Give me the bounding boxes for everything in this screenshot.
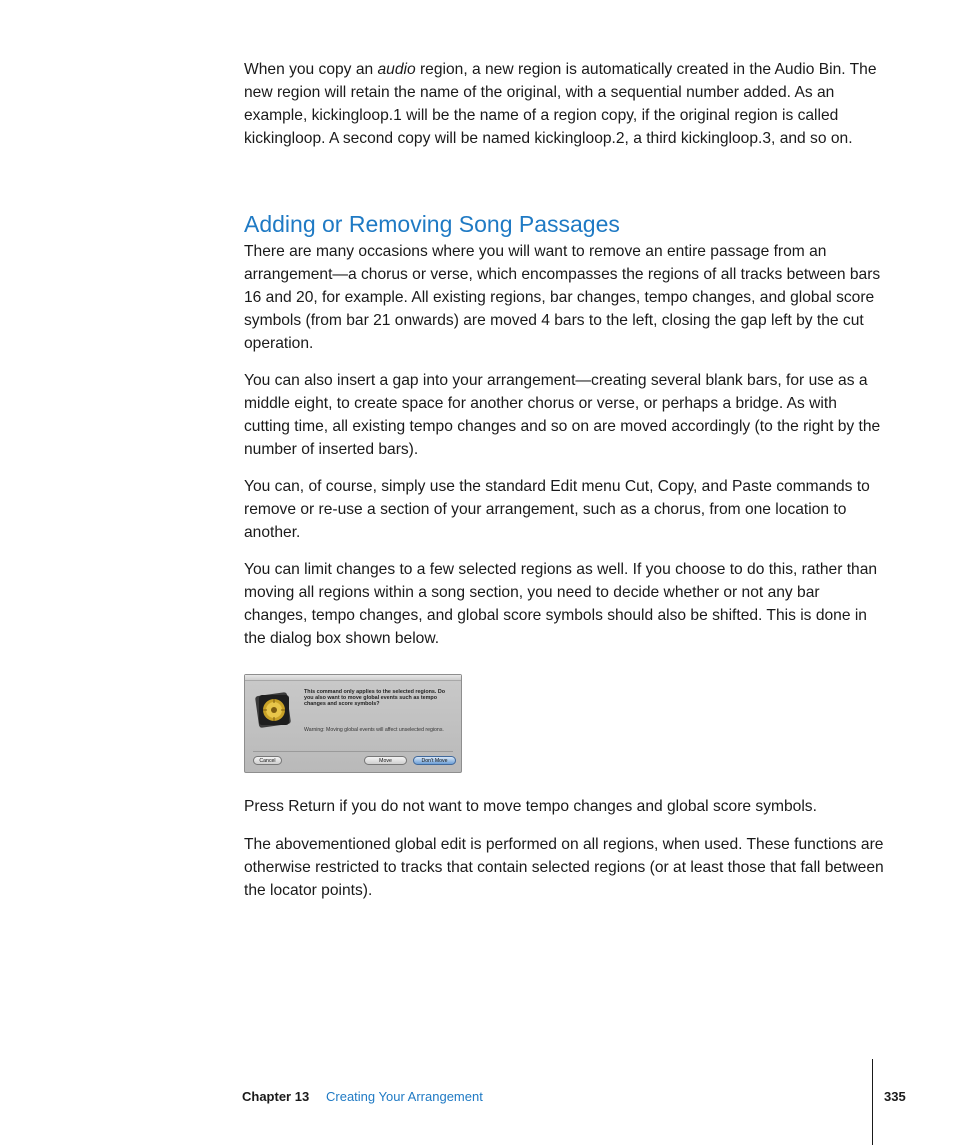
dialog-figure xyxy=(244,674,462,773)
paragraph-1 xyxy=(244,240,884,355)
paragraph-3 xyxy=(244,475,884,544)
paragraph-4 xyxy=(244,558,884,650)
intro-text-emphasis: audio xyxy=(377,61,416,78)
dialog-separator xyxy=(253,751,453,752)
footer-chapter-title[interactable]: Creating Your Arrangement xyxy=(326,1089,483,1104)
cancel-button[interactable]: Cancel xyxy=(253,756,282,765)
paragraph-text: Press Return if you do not want to move tempo changes and global score symbols. xyxy=(244,798,817,815)
section-heading: Adding or Removing Song Passages xyxy=(244,211,620,237)
paragraph-2 xyxy=(244,369,884,461)
move-button[interactable]: Move xyxy=(364,756,407,765)
paragraph-text: You can, of course, simply use the standard Edit menu Cut, Copy, and Paste commands to remove or re-use a section of your arrangement, such as a chorus, from one location to another. xyxy=(244,478,870,541)
paragraph-text: You can limit changes to a few selected regions as well. If you choose to do this, rather than moving all regions within a song section, you need to decide whether or not any bar changes, tempo changes, and global score symbols should also be shifted. This is done in the dialog box shown below. xyxy=(244,561,878,647)
footer-divider xyxy=(872,1059,873,1145)
paragraph-text: There are many occasions where you will want to remove an entire passage from an arrangement—a chorus or verse, which encompasses the regions of all tracks between bars 16 and 20, for example. All existing regions, bar changes, tempo changes, and global score symbols (from bar 21 onwards) are moved 4 bars to the left, closing the gap left by the cut operation. xyxy=(244,243,881,352)
dialog-message: This command only applies to the selected regions. Do you also want to move global events such as tempo changes and score symbols? xyxy=(304,689,446,708)
page-number: 335 xyxy=(884,1089,906,1104)
paragraph-text: The abovementioned global edit is performed on all regions, when used. These functions are otherwise restricted to tracks that contain selected regions (or at least those that fall between the locator points). xyxy=(244,836,884,899)
paragraph-6 xyxy=(244,833,884,902)
footer-chapter: Chapter 13 xyxy=(242,1089,310,1104)
intro-paragraph xyxy=(244,58,884,150)
dont-move-button[interactable]: Don't Move xyxy=(413,756,456,765)
paragraph-text: You can also insert a gap into your arrangement—creating several blank bars, for use as a middle eight, to create space for another chorus or verse, or perhaps a bridge. As with cutting time, all existing tempo changes and so on are moved accordingly (to the right by the number of inserted bars). xyxy=(244,372,881,458)
paragraph-5 xyxy=(244,795,884,818)
intro-text-pre: When you copy an xyxy=(244,61,378,78)
intro-text-post: region, a new region is automatically created in the Audio Bin. The new region will retain the name of the original, with a sequential number added. As an example, kickingloop.1 will be the name of a region copy, if the original region is called kickingloop. A second copy will be named kickingloop.2, a third kickingloop.3, and so on. xyxy=(244,61,877,147)
dialog-titlebar xyxy=(245,675,461,681)
dialog-warning: Warning: Moving global events will affect unselected regions. xyxy=(304,727,444,733)
logic-app-icon xyxy=(255,691,293,729)
